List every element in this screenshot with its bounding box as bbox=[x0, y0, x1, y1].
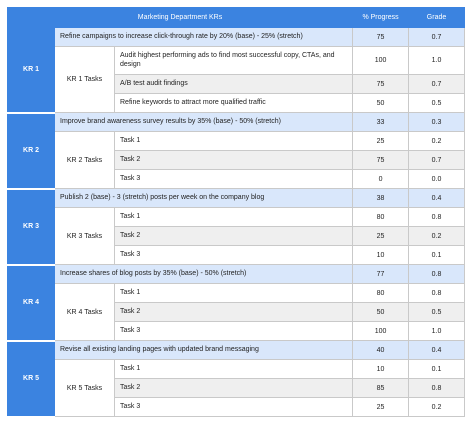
objective-row bbox=[8, 265, 465, 284]
objective-row bbox=[8, 28, 465, 47]
task-grade: 0.8 bbox=[409, 284, 465, 303]
task-progress: 75 bbox=[353, 151, 409, 170]
objective-row bbox=[8, 189, 465, 208]
task-text: Task 2 bbox=[115, 227, 353, 246]
task-progress: 25 bbox=[353, 227, 409, 246]
objective-text: Refine campaigns to increase click-through rate by 20% (base) - 25% (stretch) bbox=[55, 28, 353, 47]
task-grade: 0.8 bbox=[409, 208, 465, 227]
task-grade: 0.1 bbox=[409, 246, 465, 265]
objective-grade: 0.3 bbox=[409, 113, 465, 132]
kr-table bbox=[7, 7, 465, 418]
task-text: Task 3 bbox=[115, 398, 353, 417]
task-grade: 0.2 bbox=[409, 132, 465, 151]
header-krs: Marketing Department KRs bbox=[8, 8, 353, 28]
header-grade: Grade bbox=[409, 8, 465, 28]
task-grade: 0.0 bbox=[409, 170, 465, 189]
task-text: Task 1 bbox=[115, 132, 353, 151]
kr-label: KR 1 bbox=[8, 28, 55, 113]
objective-grade: 0.8 bbox=[409, 265, 465, 284]
kr-label: KR 3 bbox=[8, 189, 55, 265]
task-grade: 1.0 bbox=[409, 322, 465, 341]
objective-row bbox=[8, 341, 465, 360]
task-text: Task 3 bbox=[115, 170, 353, 189]
task-progress: 50 bbox=[353, 303, 409, 322]
task-grade: 0.5 bbox=[409, 303, 465, 322]
task-row bbox=[8, 132, 465, 151]
objective-progress: 38 bbox=[353, 189, 409, 208]
task-progress: 25 bbox=[353, 398, 409, 417]
header-progress: % Progress bbox=[353, 8, 409, 28]
task-text: Task 3 bbox=[115, 322, 353, 341]
task-grade: 0.8 bbox=[409, 379, 465, 398]
task-text: Task 1 bbox=[115, 360, 353, 379]
task-progress: 75 bbox=[353, 75, 409, 94]
task-row bbox=[8, 284, 465, 303]
task-progress: 50 bbox=[353, 94, 409, 113]
task-text: Refine keywords to attract more qualified traffic bbox=[115, 94, 353, 113]
task-row bbox=[8, 360, 465, 379]
task-text: A/B test audit findings bbox=[115, 75, 353, 94]
task-text: Task 2 bbox=[115, 303, 353, 322]
task-grade: 0.7 bbox=[409, 75, 465, 94]
task-progress: 10 bbox=[353, 246, 409, 265]
objective-progress: 75 bbox=[353, 28, 409, 47]
kr-label: KR 4 bbox=[8, 265, 55, 341]
task-progress: 100 bbox=[353, 47, 409, 75]
task-row bbox=[8, 47, 465, 75]
tasks-label: KR 3 Tasks bbox=[55, 208, 115, 265]
task-progress: 10 bbox=[353, 360, 409, 379]
task-text: Task 2 bbox=[115, 151, 353, 170]
task-text: Audit highest performing ads to find most successful copy, CTAs, and design bbox=[115, 47, 353, 75]
objective-text: Increase shares of blog posts by 35% (base) - 50% (stretch) bbox=[55, 265, 353, 284]
task-grade: 0.7 bbox=[409, 151, 465, 170]
objective-text: Improve brand awareness survey results by 35% (base) - 50% (stretch) bbox=[55, 113, 353, 132]
kr-label: KR 5 bbox=[8, 341, 55, 417]
task-progress: 85 bbox=[353, 379, 409, 398]
kr-table-body bbox=[8, 28, 465, 417]
task-row bbox=[8, 208, 465, 227]
task-text: Task 3 bbox=[115, 246, 353, 265]
task-progress: 80 bbox=[353, 284, 409, 303]
task-progress: 80 bbox=[353, 208, 409, 227]
task-progress: 25 bbox=[353, 132, 409, 151]
task-progress: 0 bbox=[353, 170, 409, 189]
task-text: Task 2 bbox=[115, 379, 353, 398]
objective-grade: 0.7 bbox=[409, 28, 465, 47]
objective-grade: 0.4 bbox=[409, 341, 465, 360]
objective-grade: 0.4 bbox=[409, 189, 465, 208]
task-grade: 1.0 bbox=[409, 47, 465, 75]
task-grade: 0.5 bbox=[409, 94, 465, 113]
tasks-label: KR 1 Tasks bbox=[55, 47, 115, 113]
objective-text: Publish 2 (base) - 3 (stretch) posts per week on the company blog bbox=[55, 189, 353, 208]
task-text: Task 1 bbox=[115, 284, 353, 303]
tasks-label: KR 4 Tasks bbox=[55, 284, 115, 341]
task-grade: 0.2 bbox=[409, 398, 465, 417]
task-grade: 0.2 bbox=[409, 227, 465, 246]
task-text: Task 1 bbox=[115, 208, 353, 227]
task-grade: 0.1 bbox=[409, 360, 465, 379]
objective-progress: 77 bbox=[353, 265, 409, 284]
objective-text: Revise all existing landing pages with updated brand messaging bbox=[55, 341, 353, 360]
objective-progress: 40 bbox=[353, 341, 409, 360]
kr-label: KR 2 bbox=[8, 113, 55, 189]
objective-progress: 33 bbox=[353, 113, 409, 132]
tasks-label: KR 2 Tasks bbox=[55, 132, 115, 189]
task-progress: 100 bbox=[353, 322, 409, 341]
header-row bbox=[8, 8, 465, 28]
objective-row bbox=[8, 113, 465, 132]
tasks-label: KR 5 Tasks bbox=[55, 360, 115, 417]
